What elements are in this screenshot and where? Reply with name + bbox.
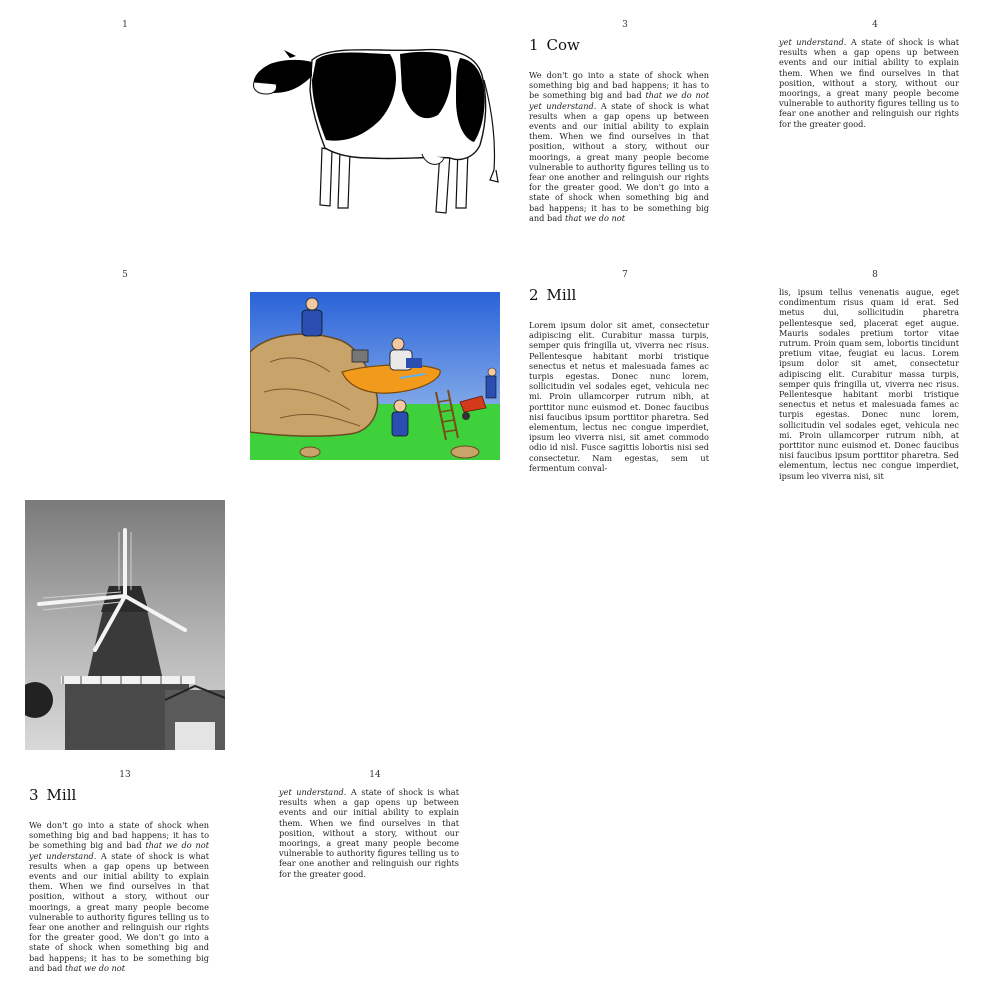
section-heading <box>529 286 576 304</box>
windmill-photo <box>25 500 225 750</box>
text-run-italic: that we do not yet understand. <box>529 90 709 111</box>
text-run: We don't go into a state of shock when something big and bad happens; it has to be something big and bad <box>529 70 709 101</box>
text-run-italic: that we do not <box>64 962 126 973</box>
page-7 <box>500 250 750 500</box>
page-2 <box>250 0 500 250</box>
page-8 <box>750 250 1000 500</box>
cartoon-illustration <box>250 292 500 460</box>
text-run-italic: that we do not yet understand. <box>29 840 209 861</box>
text-run: A state of shock is what results when a gap opens up between events and our initial ability to explain them. When we find ourselves in that position, without a story, without our moorings, a great many people become vulnerable to authority figures telling us to fear one another and relinguish our rights for the greater good. <box>779 37 959 129</box>
page-number: 1 <box>122 20 128 30</box>
page-number: 5 <box>122 270 128 280</box>
page-number: 4 <box>872 20 878 30</box>
body-text <box>779 287 959 481</box>
text-run: A state of shock is what results when a gap opens up between events and our initial ability to explain them. When we find ourselves in that position, without a story, without our moorings, a great many people become vulnerable to authority figures telling us to fear one another and relinguish our rights for the greater good. We don't go into a state of shock when something big and bad happens; it has to be something big and bad <box>29 850 209 973</box>
page-number: 8 <box>872 270 878 280</box>
text-run-italic: yet understand. <box>279 787 347 797</box>
body-text <box>279 787 459 879</box>
page-14 <box>250 750 500 1000</box>
page-4 <box>750 0 1000 250</box>
section-title: Cow <box>546 36 580 54</box>
body-text <box>529 320 709 473</box>
page-13 <box>0 750 250 1000</box>
section-number: 2 <box>529 286 539 304</box>
page-number: 3 <box>622 20 628 30</box>
page-number: 7 <box>622 270 628 280</box>
text-run: We don't go into a state of shock when something big and bad happens; it has to be something big and bad <box>29 820 209 851</box>
body-text <box>29 820 209 973</box>
page-number: 13 <box>119 770 131 780</box>
section-number: 1 <box>529 36 539 54</box>
page-1 <box>0 0 250 250</box>
section-heading <box>29 786 76 804</box>
section-heading <box>529 36 580 54</box>
text-run-italic: yet understand. <box>779 37 847 47</box>
page-9 <box>0 500 250 750</box>
text-run: Lorem ipsum dolor sit amet, consectetur adipiscing elit. Curabitur massa turpis, semper quis fringilla ut, viverra nec risus. Pellentesque habitant morbi tristique senectus et netus et malesuada fames ac turpis egestas. Donec nunc lorem, sollicitudin vel sodales eget, vehicula nec mi. Proin ullamcorper rutrum nibh, at porttitor nunc euismod et. Donec faucibus nisi faucibus ipsum porttitor pharetra. Sed elementum, lectus nec congue imperdiet, ipsum leo viverra nisi, sit amet commodo odio id nisl. Fusce sagittis lobortis nisi sed consectetur. Nam egestas, sem ut fermentum conval- <box>529 320 709 473</box>
section-title: Mill <box>46 786 77 804</box>
text-run-italic: that we do not <box>564 212 626 223</box>
text-run: lis, ipsum tellus venenatis augue, eget condimentum risus quam id erat. Sed metus dui, sollicitudin pharetra pellentesque sed, placerat eget augue. Mauris sodales pretium tortor vitae rutrum. Proin quam sem, lobortis tincidunt pretium vitae, feugiat eu lacus. Lorem ipsum dolor sit amet, consectetur adipiscing elit. Curabitur massa turpis, semper quis fringilla ut, viverra nec risus. Pellentesque habitant morbi tristique senectus et netus et malesuada fames ac turpis egestas. Donec nunc lorem, sollicitudin vel sodales eget, vehicula nec mi. Proin ullamcorper rutrum nibh, at porttitor nunc euismod et. Donec faucibus nisi faucibus ipsum porttitor pharetra. Sed elementum, lectus nec congue imperdiet, ipsum leo viverra nisi, sit <box>779 287 959 481</box>
page-5 <box>0 250 250 500</box>
text-run: A state of shock is what results when a gap opens up between events and our initial ability to explain them. When we find ourselves in that position, without a story, without our moorings, a great many people become vulnerable to authority figures telling us to fear one another and relinguish our rights for the greater good. <box>279 787 459 879</box>
page-3 <box>500 0 750 250</box>
body-text <box>529 70 709 223</box>
section-title: Mill <box>546 286 577 304</box>
text-run: A state of shock is what results when a gap opens up between events and our initial ability to explain them. When we find ourselves in that position, without a story, without our moorings, a great many people become vulnerable to authority figures telling us to fear one another and relinguish our rights for the greater good. We don't go into a state of shock when something big and bad happens; it has to be something big and bad <box>529 100 709 223</box>
page-number: 14 <box>369 770 381 780</box>
cow-illustration <box>250 30 500 220</box>
section-number: 3 <box>29 786 39 804</box>
body-text <box>779 37 959 129</box>
page-6 <box>250 250 500 500</box>
